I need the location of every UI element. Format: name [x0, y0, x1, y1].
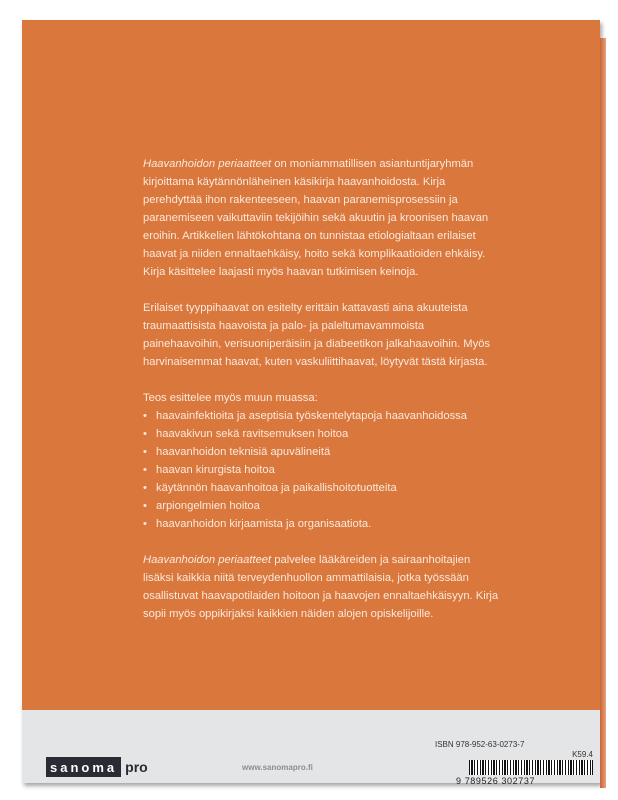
- blurb-paragraph-2: Erilaiset tyyppihaavat on esitelty erittäin kattavasti aina akuuteista traumaattisista haavoista ja palo- ja paleltumavammoista painehaavoihin, verisuoniperäisiin ja diabeetikon jalkahaavoihin. Myös harvinaisemmat haavat, kuten vaskuliittihaavat, löytyvät tästä kirjasta.: [143, 302, 491, 368]
- list-intro: Teos esittelee myös muun muassa:: [143, 392, 318, 404]
- book-back-cover: [22, 20, 600, 786]
- list-item: • haavakivun sekä ravitsemuksen hoitoa: [143, 425, 503, 443]
- cover-footer: [22, 710, 600, 786]
- barcode-number: 9 789526 302737: [456, 776, 536, 786]
- sanomapro-logo: [46, 757, 148, 777]
- list-item: • haavanhoidon kirjaamista ja organisaatiota.: [143, 515, 503, 533]
- list-item: • haavan kirurgista hoitoa: [143, 461, 503, 479]
- publisher-url: www.sanomapro.fi: [242, 763, 313, 772]
- class-code: K59.4: [572, 750, 593, 759]
- book-title-italic: Haavanhoidon periaatteet: [143, 554, 272, 566]
- feature-list: [143, 407, 503, 533]
- logo-pro: pro: [125, 759, 148, 775]
- logo-sanoma: sanoma: [46, 757, 121, 777]
- blurb-paragraph-4-text: palvelee lääkäreiden ja sairaanhoitajien lisäksi kaikkia niitä terveydenhuollon ammattilaisia, jotka työssään osallistuvat haavapotilaiden hoitoon ja haavojen ennaltaehkäisyyn. Kirja sopii myös oppikirjaksi kaikkien näiden alojen opiskelijoille.: [143, 554, 499, 620]
- list-item: • arpiongelmien hoitoa: [143, 497, 503, 515]
- cover-orange-area: [22, 20, 600, 710]
- book-spine-edge: [600, 38, 606, 788]
- isbn-text: ISBN 978-952-63-0273-7: [435, 740, 525, 749]
- list-item: • haavainfektioita ja aseptisia työskentelytapoja haavanhoidossa: [143, 407, 503, 425]
- list-item: • haavanhoidon teknisiä apuvälineitä: [143, 443, 503, 461]
- barcode-icon: [469, 760, 593, 775]
- blurb-paragraph-1: [143, 155, 503, 281]
- list-item: • käytännön haavanhoitoa ja paikallishoitotuotteita: [143, 479, 503, 497]
- blurb-paragraph-1-text: on moniammatillisen asiantuntijaryhmän kirjoittama käytännönläheinen käsikirja haavanhoidosta. Kirja perehdyttää ihon rakenteeseen, haavan paranemisprosessiin ja paranemiseen vaikuttaviin tekijöihin sekä akuutin ja kroonisen haavan eroihin. Artikkelien lähtökohtana on tunnistaa etiologialtaan erilaiset haavat ja niiden ennaltaehkäisy, hoito sekä komplikaatioiden ehkäisy. Kirja käsittelee laajasti myös haavan tutkimisen keinoja.: [143, 158, 489, 278]
- isbn-block: [435, 740, 595, 759]
- blurb-paragraph-4: [143, 551, 503, 623]
- book-title-italic: Haavanhoidon periaatteet: [143, 158, 272, 170]
- blurb-text: [143, 155, 503, 641]
